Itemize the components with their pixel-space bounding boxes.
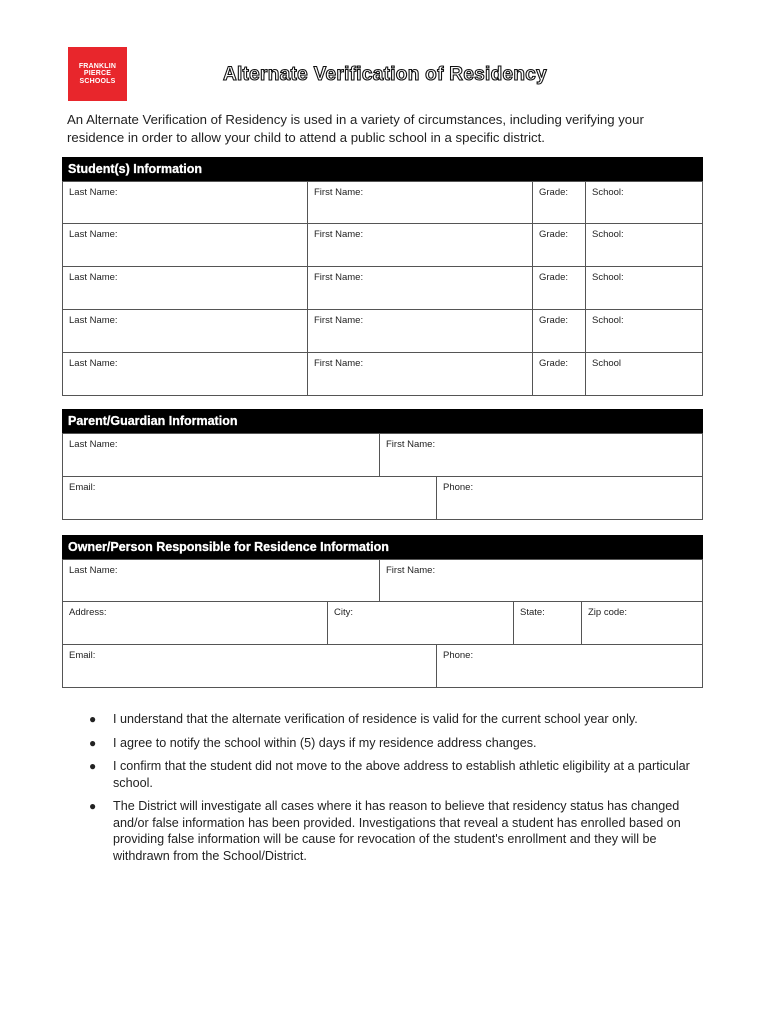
field-label: School: (592, 315, 624, 326)
owner-section-header (62, 535, 703, 559)
owner-name-row (62, 559, 703, 602)
student-first-name-field[interactable] (308, 224, 533, 266)
student-school-field[interactable] (586, 310, 702, 352)
field-label: First Name: (314, 358, 364, 369)
parent-section-header (62, 409, 703, 433)
owner-state-field[interactable] (514, 602, 582, 644)
field-label: Address: (69, 607, 107, 618)
student-first-name-field[interactable] (308, 182, 533, 223)
acknowledgement-list (89, 711, 699, 871)
owner-phone-field[interactable] (437, 645, 702, 687)
field-label: School: (592, 272, 624, 283)
student-row (62, 266, 703, 310)
field-label: First Name: (314, 187, 364, 198)
field-label: First Name: (314, 272, 364, 283)
logo-line-2: PIERCE (83, 70, 112, 78)
bullet-text: I agree to notify the school within (5) days if my residence address changes. (113, 735, 537, 750)
student-school-field[interactable] (586, 267, 702, 309)
page-title: Alternate Verification of Residency (222, 64, 548, 85)
student-row (62, 181, 703, 224)
student-school-field[interactable] (586, 182, 702, 223)
field-label: School (592, 358, 622, 369)
bullet-icon: ● (89, 759, 97, 773)
field-label: Last Name: (69, 229, 118, 240)
bullet-icon: ● (89, 735, 97, 750)
student-row (62, 223, 703, 267)
student-last-name-field[interactable] (63, 310, 308, 352)
owner-city-field[interactable] (328, 602, 514, 644)
field-label: Last Name: (69, 439, 118, 450)
list-item (89, 798, 699, 864)
student-last-name-field[interactable] (63, 182, 308, 223)
owner-zip-field[interactable] (582, 602, 702, 644)
field-label: Zip code: (588, 607, 628, 618)
bullet-icon: ● (89, 799, 97, 813)
student-grade-field[interactable] (533, 182, 586, 223)
student-grade-field[interactable] (533, 267, 586, 309)
bullet-text: I understand that the alternate verification of residence is valid for the current school year only. (113, 712, 638, 726)
owner-email-field[interactable] (63, 645, 437, 687)
parent-header-label: Parent/Guardian Information (68, 414, 238, 428)
student-last-name-field[interactable] (63, 353, 308, 395)
list-item (89, 711, 699, 728)
student-first-name-field[interactable] (308, 310, 533, 352)
student-school-field[interactable] (586, 224, 702, 266)
field-label: School: (592, 229, 624, 240)
field-label: Last Name: (69, 187, 118, 198)
field-label: Phone: (443, 482, 474, 493)
field-label: Last Name: (69, 358, 118, 369)
list-item (89, 735, 699, 752)
field-label: Grade: (539, 358, 569, 369)
owner-last-name-field[interactable] (63, 560, 380, 601)
student-school-field[interactable] (586, 353, 702, 395)
field-label: First Name: (314, 315, 364, 326)
parent-last-name-field[interactable] (63, 434, 380, 476)
students-section-header (62, 157, 703, 181)
owner-first-name-field[interactable] (380, 560, 702, 601)
owner-address-field[interactable] (63, 602, 328, 644)
student-first-name-field[interactable] (308, 353, 533, 395)
list-item (89, 758, 699, 791)
student-last-name-field[interactable] (63, 267, 308, 309)
field-label: Last Name: (69, 272, 118, 283)
bullet-text: I confirm that the student did not move to the above address to establish athletic eligibility at a particular school. (113, 759, 690, 790)
student-last-name-field[interactable] (63, 224, 308, 266)
owner-contact-row (62, 644, 703, 688)
field-label: First Name: (314, 229, 364, 240)
owner-header-label: Owner/Person Responsible for Residence Information (68, 540, 389, 554)
field-label: Phone: (443, 650, 474, 661)
field-label: Grade: (539, 187, 569, 198)
student-grade-field[interactable] (533, 353, 586, 395)
student-first-name-field[interactable] (308, 267, 533, 309)
field-label: Grade: (539, 229, 569, 240)
field-label: Last Name: (69, 315, 118, 326)
logo-line-3: SCHOOLS (79, 77, 116, 85)
student-row (62, 309, 703, 353)
parent-first-name-field[interactable] (380, 434, 702, 476)
field-label: First Name: (386, 439, 436, 450)
student-grade-field[interactable] (533, 310, 586, 352)
field-label: Email: (69, 650, 96, 661)
bullet-icon: ● (89, 712, 97, 726)
logo-line-1: FRANKLIN (78, 62, 117, 70)
field-label: State: (520, 607, 545, 618)
parent-contact-row (62, 476, 703, 520)
intro-paragraph: An Alternate Verification of Residency is used in a variety of circumstances, including verifying your residence in order to allow your child to attend a public school in a specific district. (67, 112, 644, 145)
parent-name-row (62, 433, 703, 477)
field-label: Grade: (539, 272, 569, 283)
field-label: Grade: (539, 315, 569, 326)
field-label: City: (334, 607, 353, 618)
field-label: School: (592, 187, 624, 198)
parent-phone-field[interactable] (437, 477, 702, 519)
bullet-text: The District will investigate all cases where it has reason to believe that residency status has changed and/or false information has been provided. Investigations that reveal a student has enrolled based on providing false information will be cause for revocation of the student's enrollment and they will be withdrawn from the School/District. (113, 799, 681, 863)
field-label: Email: (69, 482, 96, 493)
owner-address-row (62, 601, 703, 645)
student-row (62, 352, 703, 396)
field-label: First Name: (386, 565, 436, 576)
students-header-label: Student(s) Information (68, 162, 203, 176)
parent-email-field[interactable] (63, 477, 437, 519)
student-grade-field[interactable] (533, 224, 586, 266)
field-label: Last Name: (69, 565, 118, 576)
